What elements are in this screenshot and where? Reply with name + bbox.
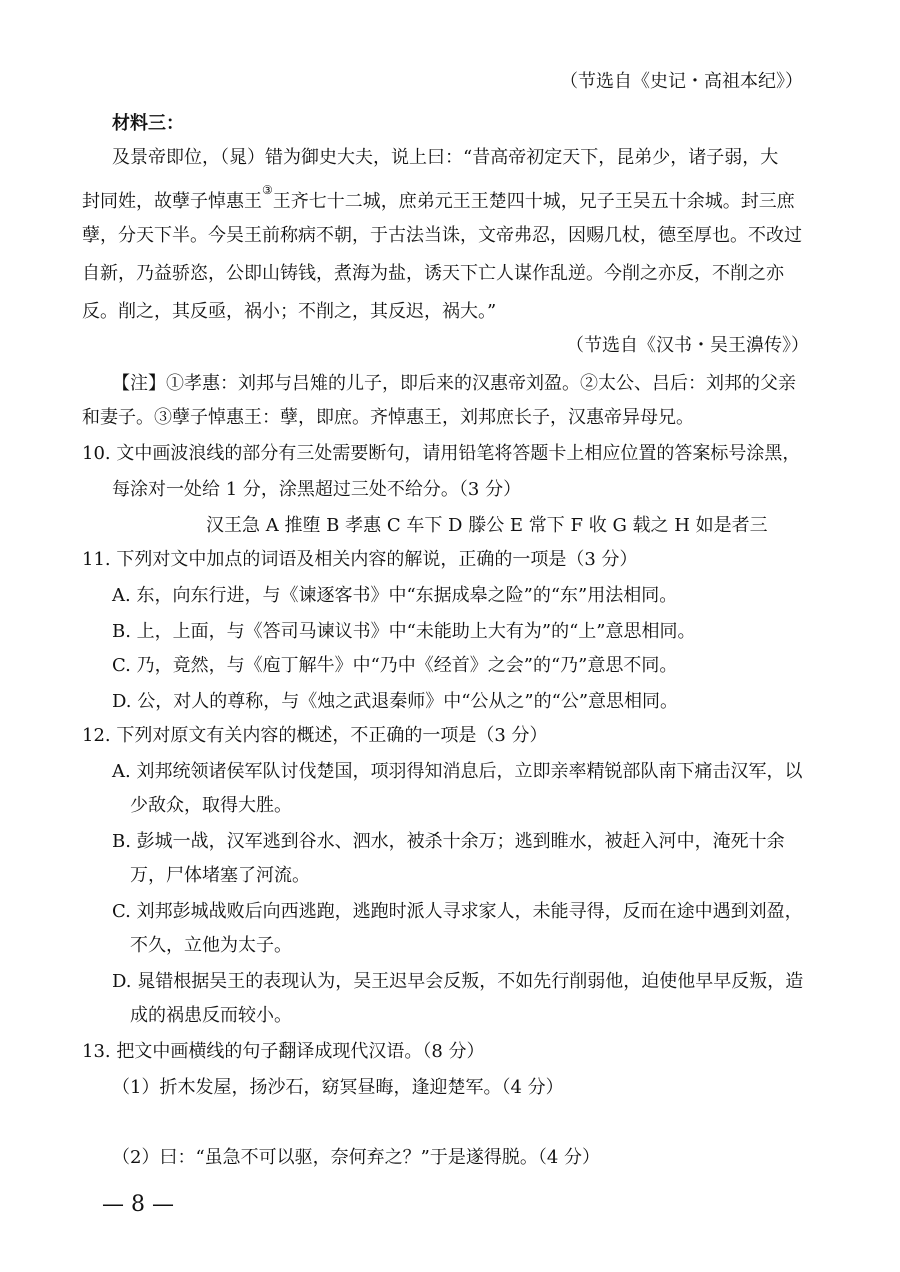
question-12: 12. 下列对原文有关内容的概述，不正确的一项是（3 分） [82, 725, 548, 746]
question-11-option-b: B. 上，上面，与《答司马谏议书》中“未能助上大有为”的“上”意思相同。 [112, 621, 696, 642]
question-12-option-c-line-2: 不久，立他为太子。 [130, 935, 292, 956]
question-13: 13. 把文中画横线的句子翻译成现代汉语。（8 分） [82, 1041, 485, 1062]
question-12-option-b-line-1: B. 彭城一战，汉军逃到谷水、泗水，被杀十余万；逃到睢水，被赶入河中，淹死十余 [112, 831, 785, 852]
material3-line-2b: 王齐七十二城，庶弟元王王楚四十城，兄子王吴五十余城。封三庶 [272, 191, 795, 212]
question-12-option-b-line-2: 万，尸体堵塞了河流。 [130, 865, 310, 886]
material3-line-2a: 封同姓，故孽子悼惠王 [82, 191, 262, 212]
question-11: 11. 下列对文中加点的词语及相关内容的解说，正确的一项是（3 分） [82, 549, 638, 570]
question-13-item-2: （2）曰：“虽急不可以驱，奈何弃之？”于是遂得脱。（4 分） [112, 1147, 601, 1168]
material3-line-3: 孽，分天下半。今吴王前称病不朝，于古法当诛，文帝弗忍，因赐几杖，德至厚也。不改过 [82, 225, 802, 246]
page-number: — 8 — [102, 1192, 174, 1217]
note-line-1: 【注】①孝惠：刘邦与吕雉的儿子，即后来的汉惠帝刘盈。②太公、吕后：刘邦的父亲 [112, 373, 796, 394]
question-12-option-a-line-2: 少敌众，取得大胜。 [130, 795, 292, 816]
question-12-option-d-line-1: D. 晁错根据吴王的表现认为，吴王迟早会反叛，不如先行削弱他，迫使他早早反叛，造 [112, 971, 804, 992]
question-11-option-d: D. 公，对人的尊称，与《烛之武退秦师》中“公从之”的“公”意思相同。 [112, 691, 679, 712]
material3-line-1: 及景帝即位，（晁）错为御史大夫，说上曰：“昔高帝初定天下，昆弟少，诸子弱，大 [112, 147, 779, 168]
question-10-line-1: 10. 文中画波浪线的部分有三处需要断句，请用铅笔将答题卡上相应位置的答案标号涂黑， [82, 443, 801, 464]
source-citation-shiji: （节选自《史记・高祖本纪》） [560, 71, 803, 92]
question-10-options: 汉王急 A 推堕 B 孝惠 C 车下 D 滕公 E 常下 F 收 G 载之 H 如是者三 [206, 515, 768, 536]
question-10-line-2: 每涂对一处给 1 分，涂黑超过三处不给分。（3 分） [112, 479, 522, 500]
source-citation-hanshu: （节选自《汉书・吴王濞传》） [566, 335, 809, 356]
note-line-2: 和妻子。③孽子悼惠王：孽，即庶。齐悼惠王，刘邦庶长子，汉惠帝异母兄。 [82, 407, 694, 428]
question-12-option-c-line-1: C. 刘邦彭城战败后向西逃跑，逃跑时派人寻求家人，未能寻得，反而在途中遇到刘盈， [112, 901, 803, 922]
question-11-option-a: A. 东，向东行进，与《谏逐客书》中“东据成皋之险”的“东”用法相同。 [112, 585, 678, 606]
material3-line-5: 反。削之，其反亟，祸小；不削之，其反迟，祸大。” [82, 301, 497, 322]
footnote-mark-3: ③ [262, 183, 273, 197]
material3-heading: 材料三： [112, 113, 184, 134]
material3-line-2 [82, 184, 795, 214]
question-12-option-a-line-1: A. 刘邦统领诸侯军队讨伐楚国，项羽得知消息后，立即亲率精锐部队南下痛击汉军，以 [112, 761, 803, 782]
material3-line-4: 自新，乃益骄恣，公即山铸钱，煮海为盐，诱天下亡人谋作乱逆。今削之亦反，不削之亦 [82, 263, 784, 284]
question-12-option-d-line-2: 成的祸患反而较小。 [130, 1005, 292, 1026]
question-11-option-c: C. 乃，竟然，与《庖丁解牛》中“乃中《经首》之会”的“乃”意思不同。 [112, 655, 678, 676]
question-13-item-1: （1）折木发屋，扬沙石，窈冥昼晦，逢迎楚军。（4 分） [112, 1077, 564, 1098]
